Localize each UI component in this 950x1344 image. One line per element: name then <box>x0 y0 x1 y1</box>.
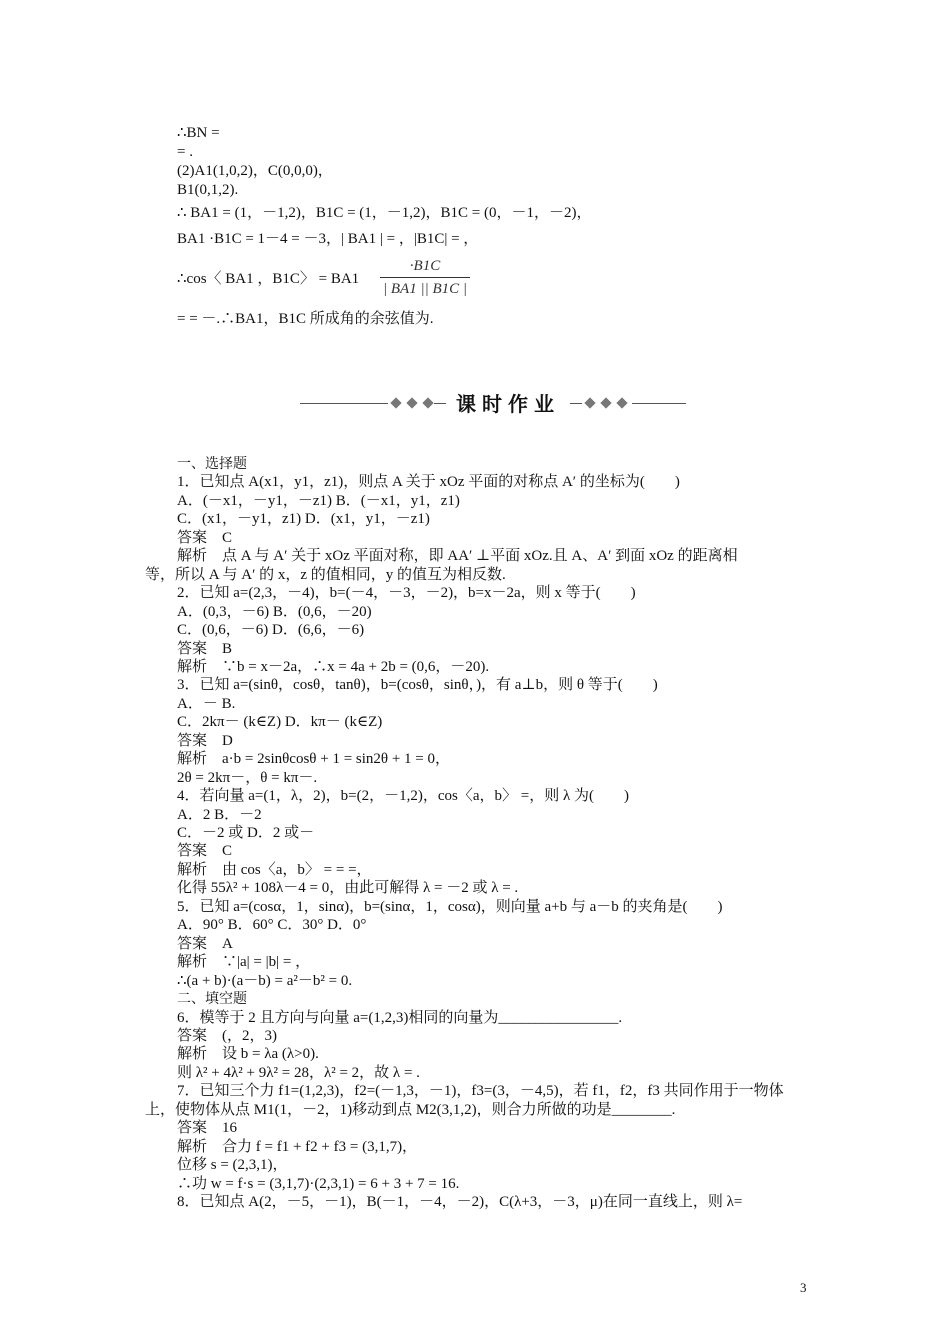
text-line: 2．已知 a=(2,3，－4)，b=(－4，－3，－2)，b=x－2a，则 x 等于( ) <box>177 585 636 602</box>
text-line: 二、填空题 <box>177 991 247 1008</box>
solution-line: (2)A1(1,0,2)，C(0,0,0)， <box>177 163 333 179</box>
page-number: 3 <box>800 1280 807 1295</box>
text-line: C．(x1，－y1，z1) D．(x1，y1，－z1) <box>177 511 430 528</box>
text-line: 答案 (，2，3) <box>177 1027 277 1044</box>
text-line: 解析 合力 f = f1 + f2 + f3 = (3,1,7)， <box>177 1138 418 1155</box>
text-line: 答案 B <box>177 640 233 657</box>
text-line: A．(0,3，－6) B．(0,6，－20) <box>177 603 372 620</box>
banner-rule-right <box>632 403 686 404</box>
banner-rule-left-short <box>434 403 446 404</box>
text-line: 位移 s = (2,3,1)， <box>177 1157 288 1174</box>
banner-rule-right-short <box>570 403 582 404</box>
text-line: 答案 A <box>177 935 233 952</box>
section-banner <box>300 390 686 420</box>
text-line: 解析 点 A 与 A′ 关于 xOz 平面对称，即 AA′ ⊥平面 xOz.且 A、A′ 到面 xOz 的距离相 <box>177 548 738 565</box>
text-line: 等，所以 A 与 A′ 的 x，z 的值相同，y 的值互为相反数. <box>145 566 506 583</box>
text-line: 解析 ∵b = x－2a，∴x = 4a + 2b = (0,6，－20). <box>177 658 490 675</box>
solution-line: ∴BN = <box>177 125 220 141</box>
text-line: A．2 B．－2 <box>177 806 262 823</box>
banner-rule-left <box>300 403 388 404</box>
fraction-bar <box>380 277 470 278</box>
solution-line: ∴ BA1 = (1，－1,2)，B1C = (1，－1,2)，B1C = (0，－1，－2)， <box>177 205 592 221</box>
text-line: 8．已知点 A(2，－5，－1)，B(－1，－4，－2)，C(λ+3，－3，μ)在同一直线上，则 λ= <box>177 1194 743 1210</box>
text-line: 7．已知三个力 f1=(1,2,3)，f2=(－1,3，－1)，f3=(3，－4,5)，若 f1，f2，f3 共同作用于一物体 <box>177 1083 784 1100</box>
text-line: ∴(a + b)·(a－b) = a²－b² = 0. <box>177 972 353 989</box>
diamond-icon <box>584 397 595 408</box>
text-line: 一、选择题 <box>177 456 247 472</box>
text-line: 解析 设 b = λa (λ>0). <box>177 1046 319 1063</box>
text-line: 化得 55λ² + 108λ－4 = 0，由此可解得 λ = －2 或 λ = . <box>177 880 519 897</box>
diamond-icon <box>422 397 433 408</box>
text-line: 答案 C <box>177 843 233 860</box>
text-line: 2θ = 2kπ－，θ = kπ－. <box>177 769 318 786</box>
text-line: 上，使物体从点 M1(1，－2，1)移动到点 M2(3,1,2)，则合力所做的功是________. <box>145 1101 676 1118</box>
text-line: 4．若向量 a=(1，λ，2)，b=(2，－1,2)，cos〈a，b〉 =，则 λ 为( ) <box>177 788 629 805</box>
text-line: 6．模等于 2 且方向与向量 a=(1,2,3)相同的向量为________________. <box>177 1009 623 1026</box>
text-line: 解析 ∵|a| = |b| = ， <box>177 954 311 971</box>
text-line: 答案 D <box>177 732 233 749</box>
cos-fraction <box>380 257 470 298</box>
text-line: 答案 C <box>177 529 233 546</box>
text-line: 解析 a·b = 2sinθcosθ + 1 = sin2θ + 1 = 0， <box>177 751 451 768</box>
text-line: A．－ B. <box>177 695 236 712</box>
fraction-numerator: ·B1C <box>409 258 441 274</box>
text-line: ∴功 w = f·s = (3,1,7)·(2,3,1) = 6 + 3 + 7 = 16. <box>177 1175 460 1192</box>
solution-line: = = －.∴BA1，B1C 所成角的余弦值为. <box>177 311 434 327</box>
text-line: 5．已知 a=(cosα，1，sinα)，b=(sinα，1，cosα)，则向量 a+b 与 a－b 的夹角是( ) <box>177 898 723 915</box>
diamond-icon <box>600 397 611 408</box>
text-line: 解析 由 cos〈a，b〉 = = =， <box>177 861 372 878</box>
diamond-icon <box>390 397 401 408</box>
text-line: 则 λ² + 4λ² + 9λ² = 28，λ² = 2，故 λ = . <box>177 1064 420 1081</box>
diamond-icon <box>406 397 417 408</box>
text-line: A．(－x1，－y1，－z1) B．(－x1，y1，z1) <box>177 492 460 509</box>
text-line: C．(0,6，－6) D．(6,6，－6) <box>177 622 365 639</box>
text-line: A．90° B．60° C．30° D．0° <box>177 917 367 934</box>
banner-title: 课时作业 <box>456 392 560 416</box>
text-line: 3．已知 a=(sinθ，cosθ，tanθ)，b=(cosθ，sinθ，)，有 a⊥b，则 θ 等于( ) <box>177 677 658 694</box>
fraction-denominator: | BA1 || B1C | <box>383 281 467 297</box>
solution-line: = . <box>177 144 193 160</box>
text-line: 1．已知点 A(x1，y1，z1)，则点 A 关于 xOz 平面的对称点 A′ 的坐标为( ) <box>177 474 680 491</box>
diamond-icon <box>616 397 627 408</box>
solution-line: B1(0,1,2). <box>177 182 239 198</box>
solution-line: BA1 ·B1C = 1－4 = －3，| BA1 | = ，|B1C| = ， <box>177 231 479 247</box>
solution-line: ∴cos〈 BA1 ，B1C〉 = BA1 <box>177 271 360 287</box>
text-line: C．2kπ－ (k∈Z) D．kπ－ (k∈Z) <box>177 714 383 731</box>
text-line: C．－2 或 D．2 或－ <box>177 825 315 841</box>
text-line: 答案 16 <box>177 1120 238 1137</box>
